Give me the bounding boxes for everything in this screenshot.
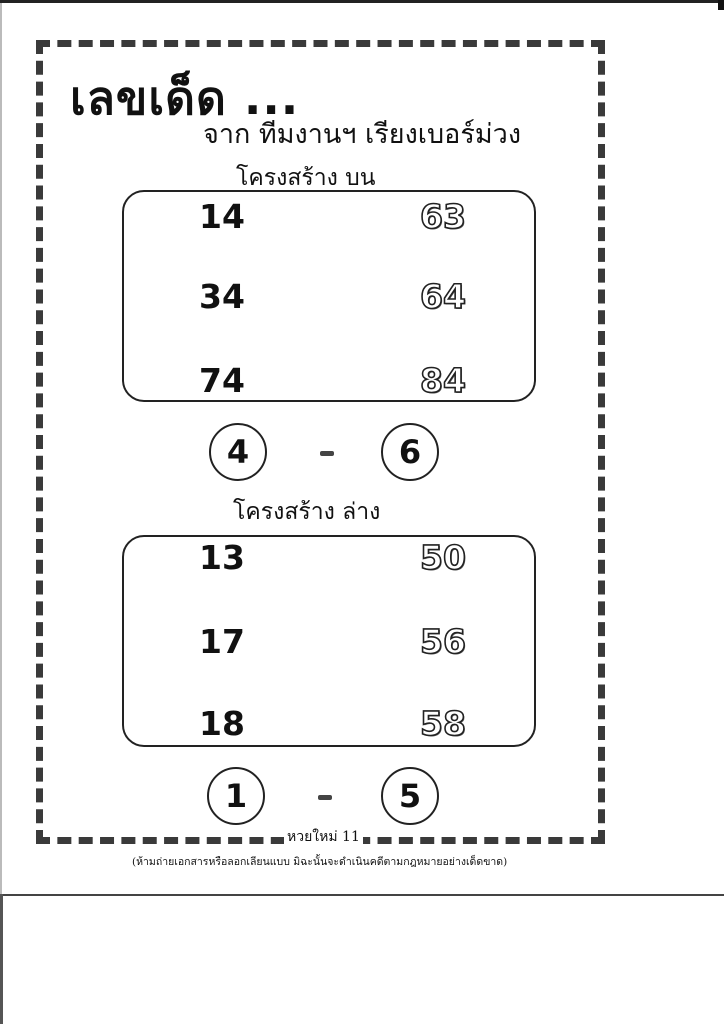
page-title: เลขเด็ด ... bbox=[70, 71, 300, 125]
upper-left-number: 14 bbox=[199, 197, 245, 236]
upper-right-number: 63 bbox=[420, 197, 466, 236]
page-subtitle: จาก ทีมงานฯ เรียงเบอร์ม่วง bbox=[203, 119, 522, 150]
upper-pair-left-circle: 4 bbox=[209, 423, 267, 481]
footer-brand-label: หวยใหม่ 11 bbox=[284, 826, 363, 848]
lower-right-number: 56 bbox=[420, 622, 466, 661]
lower-pair-right-circle: 5 bbox=[381, 767, 439, 825]
lower-right-number: 58 bbox=[420, 704, 466, 743]
lower-numbers-box bbox=[122, 535, 536, 747]
upper-right-number: 64 bbox=[420, 277, 466, 316]
lower-left-number: 17 bbox=[199, 622, 245, 661]
scan-left-edge bbox=[0, 894, 3, 1024]
lower-left-number: 13 bbox=[199, 538, 245, 577]
lower-left-number: 18 bbox=[199, 704, 245, 743]
lower-pair-left-circle: 1 bbox=[207, 767, 265, 825]
scan-bottom-edge bbox=[0, 894, 724, 896]
lower-pair-separator bbox=[318, 795, 332, 800]
scan-top-edge bbox=[0, 0, 724, 3]
upper-numbers-box bbox=[122, 190, 536, 402]
lower-section-label: โครงสร้าง ล่าง bbox=[233, 499, 381, 525]
footer-copyright-note: (ห้ามถ่ายเอกสารหรือลอกเลียนแบบ มิฉะนั้นจะดำเนินคดีตามกฎหมายอย่างเด็ดขาด) bbox=[132, 856, 508, 868]
upper-left-number: 34 bbox=[199, 277, 245, 316]
upper-pair-separator bbox=[320, 451, 334, 456]
upper-left-number: 74 bbox=[199, 361, 245, 400]
upper-right-number: 84 bbox=[420, 361, 466, 400]
upper-section-label: โครงสร้าง บน bbox=[236, 165, 376, 191]
scan-corner-mark bbox=[718, 0, 724, 10]
lower-right-number: 50 bbox=[420, 538, 466, 577]
upper-pair-right-circle: 6 bbox=[381, 423, 439, 481]
scan-edge bbox=[0, 0, 2, 1024]
